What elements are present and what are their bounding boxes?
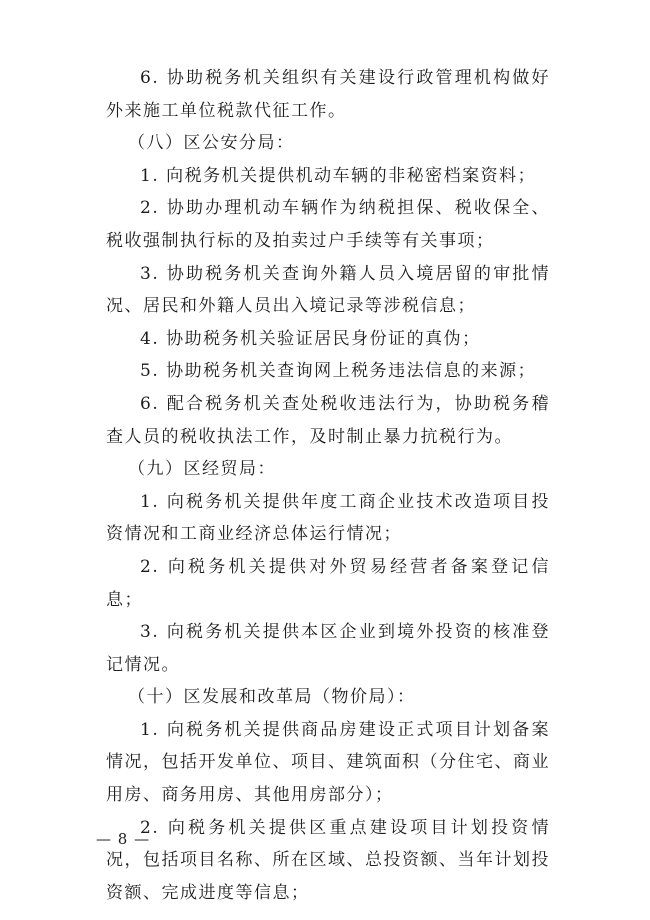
- paragraph: 2. 向税务机关提供区重点建设项目计划投资情况，包括项目名称、所在区域、总投资额、当年计划投资额、完成进度等信息；: [106, 817, 550, 903]
- paragraph: 2. 向税务机关提供对外贸易经营者备案登记信息；: [106, 556, 550, 610]
- paragraph: 4. 协助税务机关验证居民身份证的真伪；: [140, 328, 481, 349]
- paragraph: 3. 向税务机关提供本区企业到境外投资的核准登记情况。: [106, 622, 550, 675]
- paragraph: 6. 配合税务机关查处税收违法行为，协助税务稽查人员的税收执法工作，及时制止暴力抗税行为。: [106, 393, 550, 447]
- paragraph: 2. 协助办理机动车辆作为纳税担保、税收保全、税收强制执行标的及拍卖过户手续等有关事项；: [106, 198, 550, 251]
- paragraph: 1. 向税务机关提供商品房建设正式项目计划备案情况，包括开发单位、项目、建筑面积（分住宅、商业用房、商务用房、其他用房部分）；: [106, 719, 550, 806]
- section-heading: （八）区公安分局：: [128, 133, 295, 154]
- paragraph: 1. 向税务机关提供年度工商企业技术改造项目投资情况和工商业经济总体运行情况；: [106, 491, 550, 545]
- page-number: — 8 —: [96, 830, 151, 848]
- section-heading: （九）区经贸局：: [128, 459, 276, 480]
- paragraph: 3. 协助税务机关查询外籍人员入境居留的审批情况、居民和外籍人员出入境记录等涉税信息；: [106, 263, 550, 317]
- paragraph: 1. 向税务机关提供机动车辆的非秘密档案资料；: [140, 165, 537, 186]
- paragraph: 5. 协助税务机关查询网上税务违法信息的来源；: [140, 361, 537, 382]
- paragraph: 6. 协助税务机关组织有关建设行政管理机构做好外来施工单位税款代征工作。: [106, 68, 550, 121]
- document-body: [106, 62, 550, 909]
- section-heading: （十）区发展和改革局（物价局）：: [128, 687, 416, 708]
